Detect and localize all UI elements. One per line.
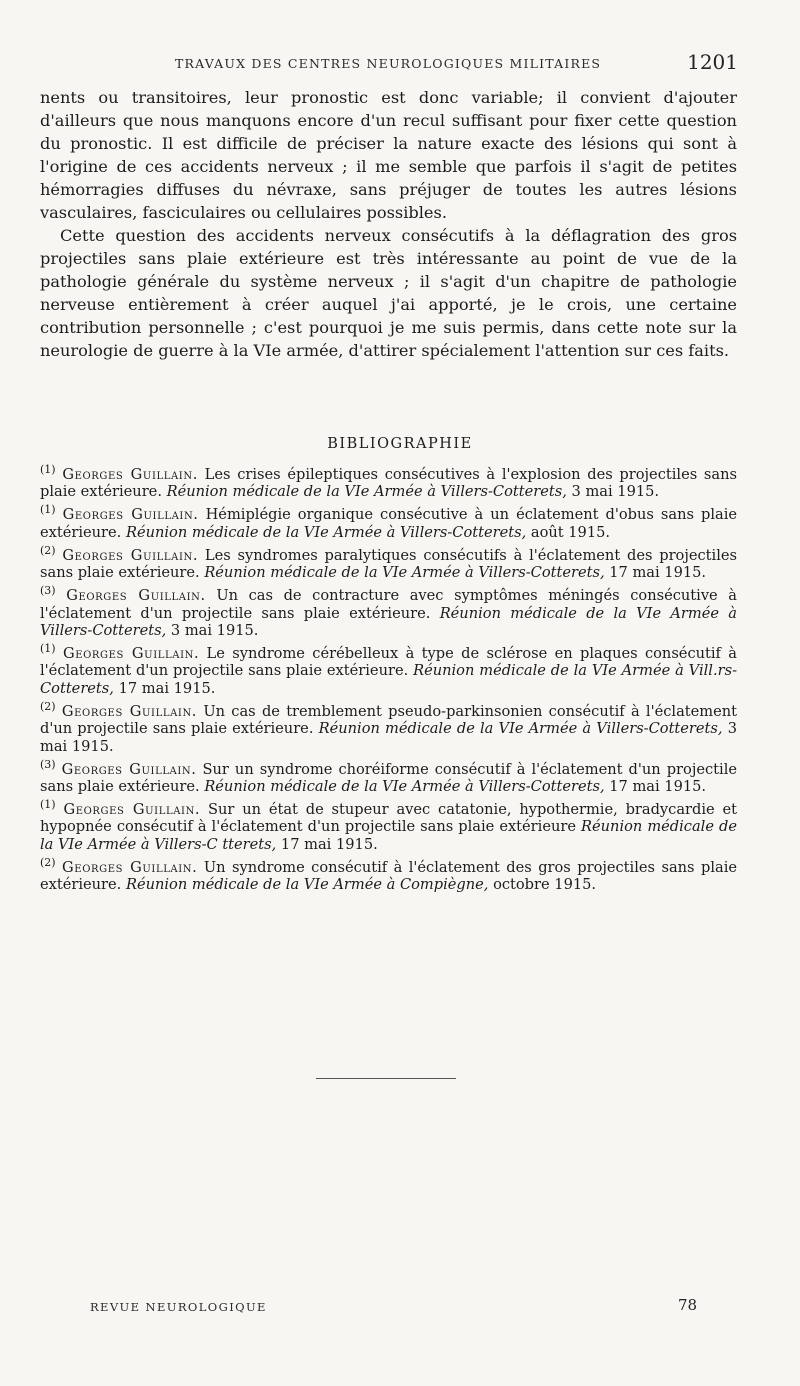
entry-venue: Réunion médicale de la VIe Armée à Villers-Cotterets, xyxy=(166,483,567,501)
page-number: 1201 xyxy=(687,50,738,74)
entry-title: Sur un syndrome choréiforme consécutif à l'éclatement d'un projectile sans plaie extérieure. xyxy=(40,760,737,796)
entry-venue: Réunion médicale de la VIe Armée à Villers-Cotterets, xyxy=(204,778,605,796)
entry-title: Un cas de tremblement pseudo-parkinsonien consécutif à l'éclatement d'un projectile sans plaie extérieure. xyxy=(40,702,738,738)
entry-author: Georges Guillain. xyxy=(62,466,198,483)
entry-venue: Réunion médicale de la VIe Armée à Villers-C tterets, xyxy=(40,818,737,853)
running-title: TRAVAUX DES CENTRES NEUROLOGIQUES MILITAIRES xyxy=(175,56,602,71)
bibliography-title: BIBLIOGRAPHIE xyxy=(327,436,473,452)
bibliography-entry xyxy=(40,757,737,796)
entry-venue: Réunion médicale de la VIe Armée à Villers-Cotterets, xyxy=(204,564,605,582)
entry-number: (3) xyxy=(40,757,56,771)
entry-venue: Réunion médicale de la VIe Armée à Villers-Cotterets, xyxy=(40,604,738,640)
bibliography-entry xyxy=(40,699,738,755)
entry-title: Le syndrome cérébelleux à type de sclérose en plaques consécutif à l'éclatement d'un projectile sans plaie extérieure. xyxy=(40,645,737,680)
entry-date: 3 mai 1915. xyxy=(566,483,660,501)
bibliography-entry xyxy=(40,642,737,697)
entry-venue: Réunion médicale de la VIe Armée à Compiègne, xyxy=(125,876,489,894)
bibliography-list xyxy=(40,463,738,899)
entry-number: (2) xyxy=(40,543,56,557)
entry-number: (1) xyxy=(40,463,56,477)
bibliography-entry xyxy=(40,856,737,894)
entry-date: 3 mai 1915. xyxy=(40,720,737,755)
entry-author: Georges Guillain. xyxy=(62,506,199,524)
journal-name: REVUE NEUROLOGIQUE xyxy=(90,1300,267,1314)
entry-date: 17 mai 1915. xyxy=(604,778,707,796)
entry-date: 17 mai 1915. xyxy=(604,564,707,582)
entry-date: 17 mai 1915. xyxy=(113,679,216,697)
entry-title: Hémiplégie organique consécutive à un éclatement d'obus sans plaie extérieure. xyxy=(40,506,738,541)
entry-number: (2) xyxy=(40,856,56,870)
sheet-number: 78 xyxy=(678,1296,698,1314)
entry-author: Georges Guillain. xyxy=(63,801,201,819)
entry-title: Un syndrome consécutif à l'éclatement des gros projectiles sans plaie extérieure. xyxy=(40,858,737,894)
paragraph: Cette question des accidents nerveux consécutifs à la déflagration des gros projectiles sans plaie extérieure est très intéressante au point de vue de la pathologie générale du système nerveux ; il s'agit d'un chapitre de pathologie nerveuse entièrement à créer auquel j'ai apporté, je le crois, une certaine contribution personnelle ; c'est pourquoi je me suis permis, dans cette note sur la neurologie de guerre à la VIe armée, d'attirer spécialement l'attention sur ces faits. xyxy=(40,226,737,360)
bibliography-entry xyxy=(40,798,738,853)
entry-date: août 1915. xyxy=(526,523,611,541)
entry-number: (3) xyxy=(40,584,56,598)
entry-date: 3 mai 1915. xyxy=(166,622,259,640)
entry-number: (1) xyxy=(40,642,56,656)
entry-date: 17 mai 1915. xyxy=(276,835,378,853)
entry-author: Georges Guillain. xyxy=(62,546,199,564)
entry-venue: Réunion médicale de la VIe Armée à Vill.rs-Cotterets, xyxy=(40,662,737,697)
entry-title: Les syndromes paralytiques consécutifs à l'éclatement des projectiles sans plaie extérieure. xyxy=(40,546,738,582)
entry-author: Georges Guillain. xyxy=(61,760,197,778)
paragraph: nents ou transitoires, leur pronostic est donc variable; il convient d'ajouter d'ailleurs que nous manquons encore d'un recul suffisant pour fixer cette question du pronostic. Il est difficile de préciser la nature exacte des lésions qui sont à l'origine de ces accidents nerveux ; il me semble que parfois il s'agit de petites hémorragies diffuses du névraxe, sans préjuger de toutes les autres lésions vasculaires, fasciculaires ou cellulaires possibles. xyxy=(40,88,737,222)
body-text xyxy=(40,86,737,362)
entry-date: octobre 1915. xyxy=(488,876,597,894)
bibliography-entry xyxy=(40,584,738,640)
bibliography-entry xyxy=(40,503,738,541)
bibliography-entry xyxy=(40,463,737,501)
entry-title: Les crises épileptiques consécutives à l'explosion des projectiles sans plaie extérieure. xyxy=(40,466,737,501)
entry-number: (1) xyxy=(40,798,56,812)
bibliography-entry xyxy=(40,543,738,582)
entry-author: Georges Guillain. xyxy=(66,587,206,605)
entry-author: Georges Guillain. xyxy=(62,858,198,876)
entry-author: Georges Guillain. xyxy=(61,702,198,720)
entry-author: Georges Guillain. xyxy=(62,645,200,663)
entry-number: (1) xyxy=(40,503,56,517)
entry-venue: Réunion médicale de la VIe Armée à Villers-Cotterets, xyxy=(125,523,527,541)
entry-venue: Réunion médicale de la VIe Armée à Villers-Cotterets, xyxy=(318,720,723,738)
divider xyxy=(316,1078,456,1079)
entry-title: Un cas de contracture avec symptômes méningés consécutive à l'éclatement d'un projectile sans plaie extérieure. xyxy=(40,587,738,622)
entry-number: (2) xyxy=(40,699,56,713)
page-header xyxy=(40,50,740,76)
entry-title: Sur un état de stupeur avec catatonie, hypothermie, bradycardie et hypopnée consécutif à l'éclatement d'un projectile sans plaie extérieure xyxy=(40,801,738,836)
